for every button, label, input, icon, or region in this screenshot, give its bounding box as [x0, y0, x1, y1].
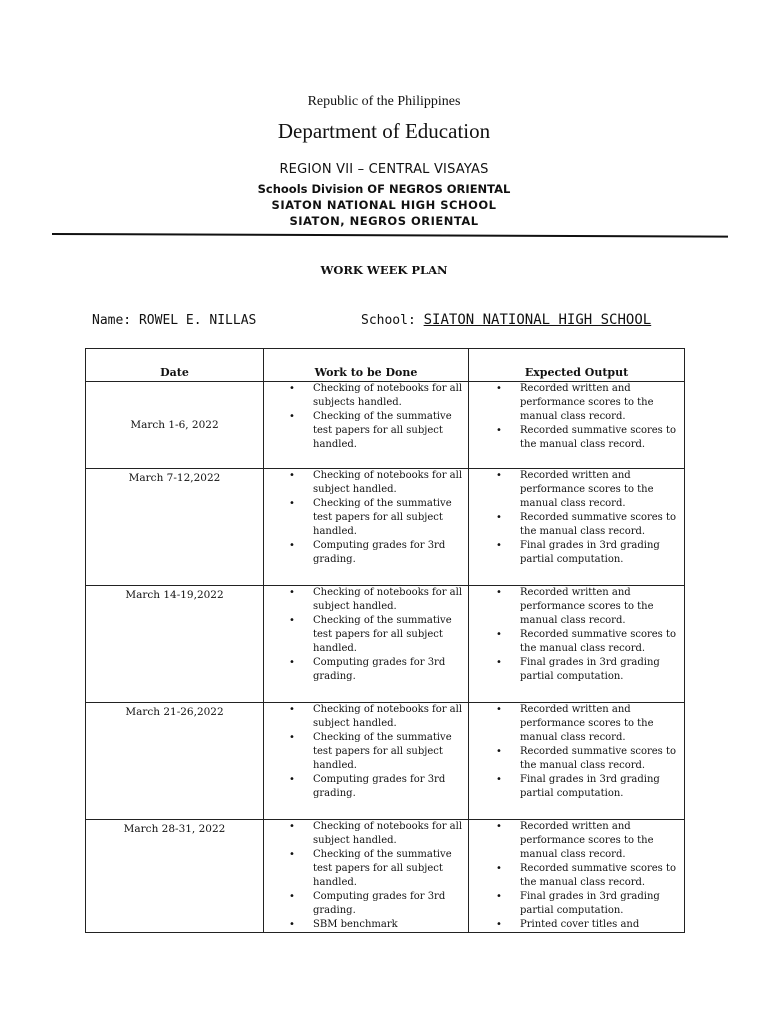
work-item: • Computing grades for 3rd grading. [264, 656, 468, 684]
table-row [86, 469, 685, 586]
output-item: • Recorded written and performance scores to the manual class record. [469, 703, 684, 745]
work-item: • Computing grades for 3rd grading. [264, 539, 468, 567]
document-title: WORK WEEK PLAN [320, 263, 448, 277]
output-item: • Recorded written and performance scores to the manual class record. [469, 382, 684, 424]
work-cell [264, 586, 469, 703]
date-cell: March 14-19,2022 [86, 586, 264, 703]
work-item: • Checking of notebooks for all subject handled. [264, 703, 468, 731]
work-item: • Computing grades for 3rd grading. [264, 890, 468, 918]
output-cell [469, 382, 685, 469]
work-item: • Checking of notebooks for all subject handled. [264, 469, 468, 497]
column-header-work: Work to be Done [264, 349, 469, 382]
date-cell: March 7-12,2022 [86, 469, 264, 586]
output-item: • Final grades in 3rd grading partial computation. [469, 539, 684, 567]
work-list [264, 703, 468, 801]
output-item: • Recorded summative scores to the manual class record. [469, 424, 684, 452]
output-list [469, 703, 684, 801]
work-cell [264, 820, 469, 933]
work-item: • Checking of the summative test papers for all subject handled. [264, 731, 468, 773]
work-item: • Checking of notebooks for all subject handled. [264, 820, 468, 848]
table-header-row [86, 349, 685, 382]
output-list [469, 820, 684, 932]
school-value: SIATON NATIONAL HIGH SCHOOL [423, 312, 652, 328]
output-item: • Printed cover titles and [469, 918, 684, 932]
output-cell [469, 469, 685, 586]
school-address: SIATON, NEGROS ORIENTAL [289, 214, 479, 228]
work-list [264, 469, 468, 567]
output-list [469, 382, 684, 452]
date-cell: March 1-6, 2022 [86, 382, 264, 469]
work-item: • Checking of notebooks for all subjects handled. [264, 382, 468, 410]
work-list [264, 586, 468, 684]
work-plan-table [85, 348, 685, 933]
output-item: • Recorded written and performance scores to the manual class record. [469, 469, 684, 511]
name-field [92, 313, 256, 328]
work-item: • Checking of the summative test papers for all subject handled. [264, 497, 468, 539]
output-item: • Final grades in 3rd grading partial computation. [469, 773, 684, 801]
output-item: • Recorded written and performance scores to the manual class record. [469, 820, 684, 862]
work-item: • Computing grades for 3rd grading. [264, 773, 468, 801]
table-row [86, 586, 685, 703]
name-label: Name: [92, 313, 132, 328]
work-item: • Checking of notebooks for all subject handled. [264, 586, 468, 614]
table-row [86, 820, 685, 933]
work-list [264, 820, 468, 932]
school-field [361, 312, 651, 328]
work-cell [264, 703, 469, 820]
output-item: • Recorded summative scores to the manual class record. [469, 745, 684, 773]
work-cell [264, 382, 469, 469]
department-heading: Department of Education [277, 119, 491, 143]
output-cell [469, 586, 685, 703]
header-divider [52, 233, 728, 238]
work-item: • Checking of the summative test papers for all subject handled. [264, 848, 468, 890]
table-row [86, 382, 685, 469]
table-row [86, 703, 685, 820]
work-item: • Checking of the summative test papers for all subject handled. [264, 614, 468, 656]
output-item: • Recorded summative scores to the manual class record. [469, 862, 684, 890]
work-cell [264, 469, 469, 586]
work-list [264, 382, 468, 452]
division-heading: Schools Division OF NEGROS ORIENTAL [257, 182, 511, 196]
output-list [469, 469, 684, 567]
school-label: School: [361, 313, 416, 328]
output-list [469, 586, 684, 684]
output-item: • Final grades in 3rd grading partial computation. [469, 890, 684, 918]
region-heading: REGION VII – CENTRAL VISAYAS [279, 162, 489, 177]
output-item: • Recorded summative scores to the manual class record. [469, 511, 684, 539]
output-item: • Final grades in 3rd grading partial computation. [469, 656, 684, 684]
column-header-output: Expected Output [469, 349, 685, 382]
output-item: • Recorded written and performance scores to the manual class record. [469, 586, 684, 628]
republic-heading: Republic of the Philippines [307, 94, 461, 109]
column-header-date: Date [86, 349, 264, 382]
work-item: • SBM benchmark [264, 918, 468, 932]
output-cell [469, 703, 685, 820]
output-cell [469, 820, 685, 933]
output-item: • Recorded summative scores to the manual class record. [469, 628, 684, 656]
date-cell: March 28-31, 2022 [86, 820, 264, 933]
work-item: • Checking of the summative test papers for all subject handled. [264, 410, 468, 452]
school-heading: SIATON NATIONAL HIGH SCHOOL [271, 198, 497, 212]
name-value: ROWEL E. NILLAS [138, 313, 257, 328]
date-cell: March 21-26,2022 [86, 703, 264, 820]
